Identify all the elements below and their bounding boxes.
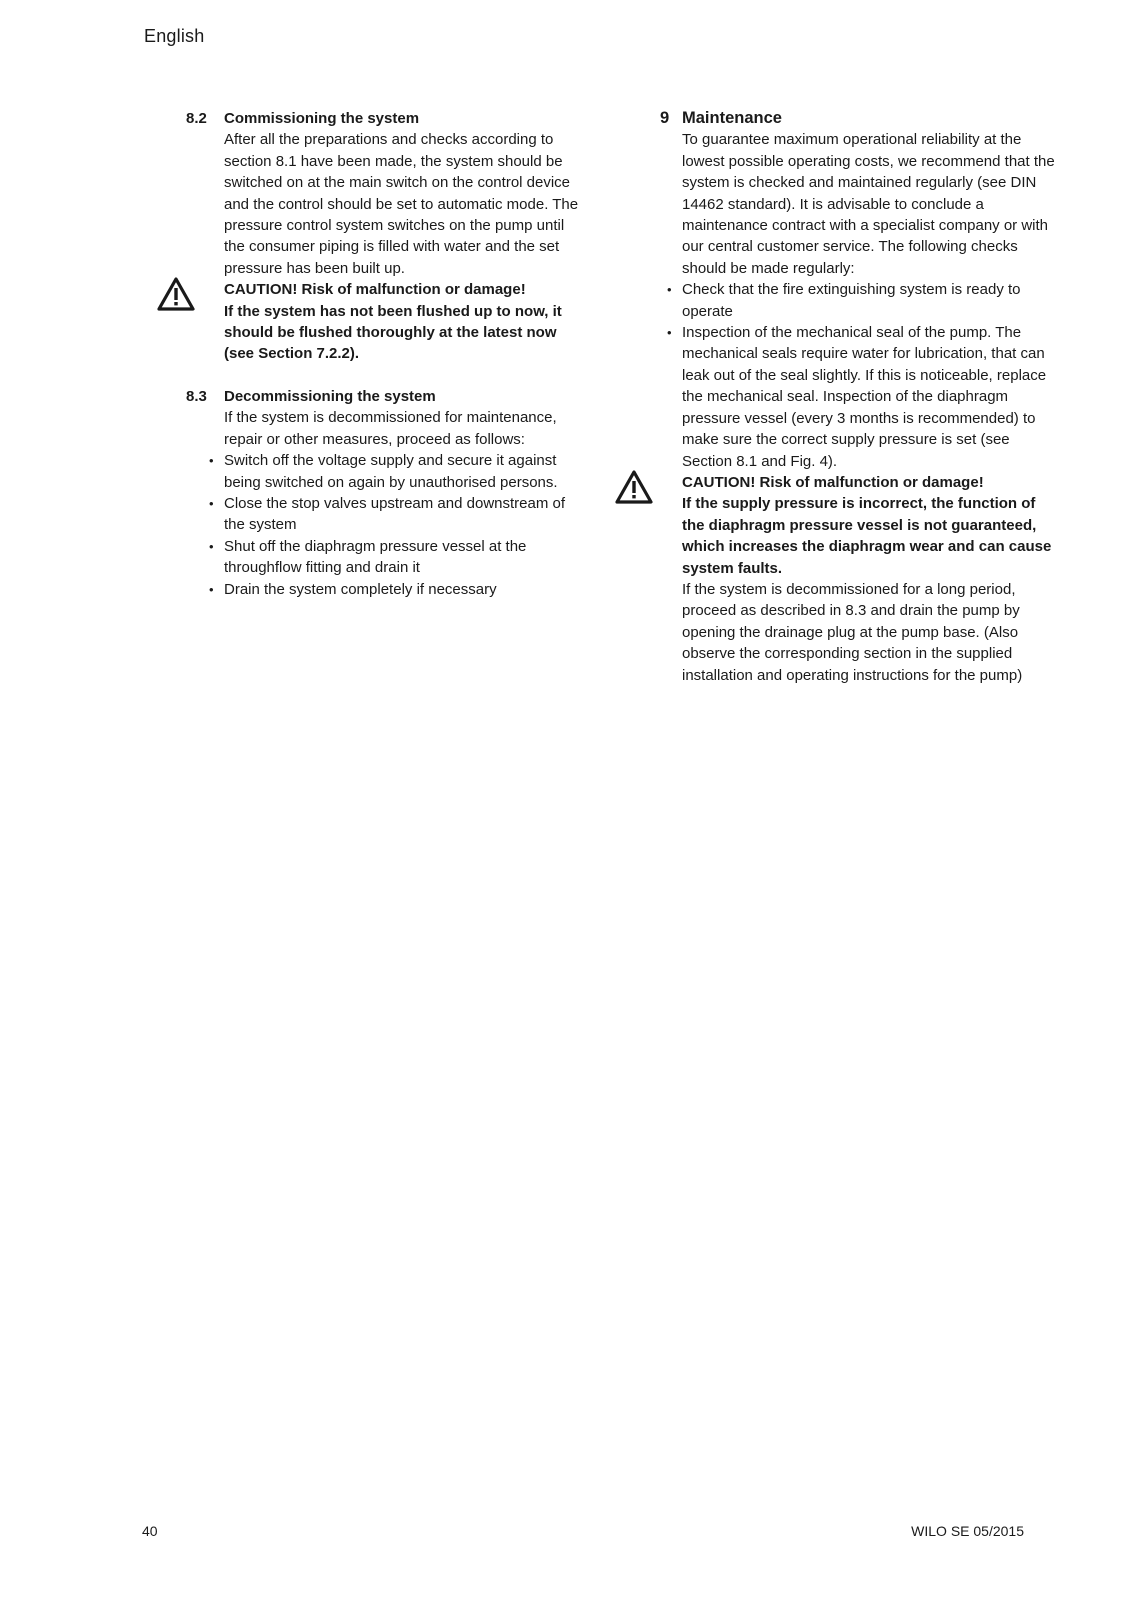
section-number: 9: [660, 109, 670, 127]
section-title: Decommissioning the system: [224, 387, 436, 405]
section-body: After all the preparations and checks according to section 8.1 have been made, the system should be switched on at the main switch on the control device and the control should be set to automatic mode. The pressure control system switches on the pump until the consumer piping is filled with water and the set pressure has been built up.: [224, 131, 579, 277]
list-item: • Shut off the diaphragm pressure vessel at the throughflow fitting and drain it: [224, 536, 580, 579]
caution-text: If the supply pressure is incorrect, the function of the diaphragm pressure vessel is not guaranteed, which increases the diaphragm wear and can cause system faults.: [682, 495, 1052, 577]
section-9: [660, 108, 1055, 686]
section-title: Maintenance: [682, 109, 782, 127]
caution-text: If the system has not been flushed up to now, it should be flushed thoroughly at the latest now (see Section 7.2.2).: [224, 302, 562, 363]
section-heading: [186, 108, 580, 129]
section-intro: If the system is decommissioned for maintenance, repair or other measures, proceed as follows:: [224, 409, 557, 448]
section-8-2: [186, 108, 580, 365]
section-intro: To guarantee maximum operational reliability at the lowest possible operating costs, we recommend that the system is checked and maintained regularly (see DIN 14462 standard). It is advisable to conclude a maintenance contract with a specialist company or with our central customer service. The following checks should be made regularly:: [682, 131, 1055, 277]
list-item: • Close the stop valves upstream and downstream of the system: [224, 493, 580, 536]
left-column: [186, 108, 580, 600]
list-item: • Inspection of the mechanical seal of the pump. The mechanical seals require water for lubrication, that can leak out of the seal slightly. If this is noticeable, replace the mechanical seal. Inspection of the diaphragm pressure vessel (every 3 months is recommended) to make sure the correct supply pressure is set (see Section 8.1 and Fig. 4).: [682, 322, 1055, 472]
right-column: [660, 108, 1055, 686]
section-closing: If the system is decommissioned for a long period, proceed as described in 8.3 and drain the pump by opening the drainage plug at the pump base. (Also observe the corresponding section in the supplied installation and operating instructions for the pump): [682, 580, 1023, 684]
caution-title: CAUTION! Risk of malfunction or damage!: [682, 473, 984, 491]
caution-block: [682, 472, 1055, 579]
warning-triangle-icon: [614, 469, 654, 505]
section-heading: [660, 108, 1055, 129]
section-title: Commissioning the system: [224, 110, 420, 127]
warning-triangle-icon: [156, 276, 196, 312]
section-number: 8.2: [186, 110, 207, 127]
publisher-info: WILO SE 05/2015: [911, 1523, 1024, 1539]
list-item: • Switch off the voltage supply and secure it against being switched on again by unauthorised persons.: [224, 450, 580, 493]
list-item: • Drain the system completely if necessary: [224, 579, 580, 600]
section-heading: [186, 386, 580, 407]
caution-block: [224, 279, 580, 365]
bullet-list: [682, 279, 1055, 472]
section-8-3: [186, 386, 580, 600]
list-item: • Check that the fire extinguishing system is ready to operate: [682, 279, 1055, 322]
bullet-list: [224, 450, 580, 600]
section-number: 8.3: [186, 387, 207, 405]
page-number: 40: [142, 1523, 158, 1539]
caution-title: CAUTION! Risk of malfunction or damage!: [224, 281, 526, 299]
header-language: English: [144, 26, 205, 46]
